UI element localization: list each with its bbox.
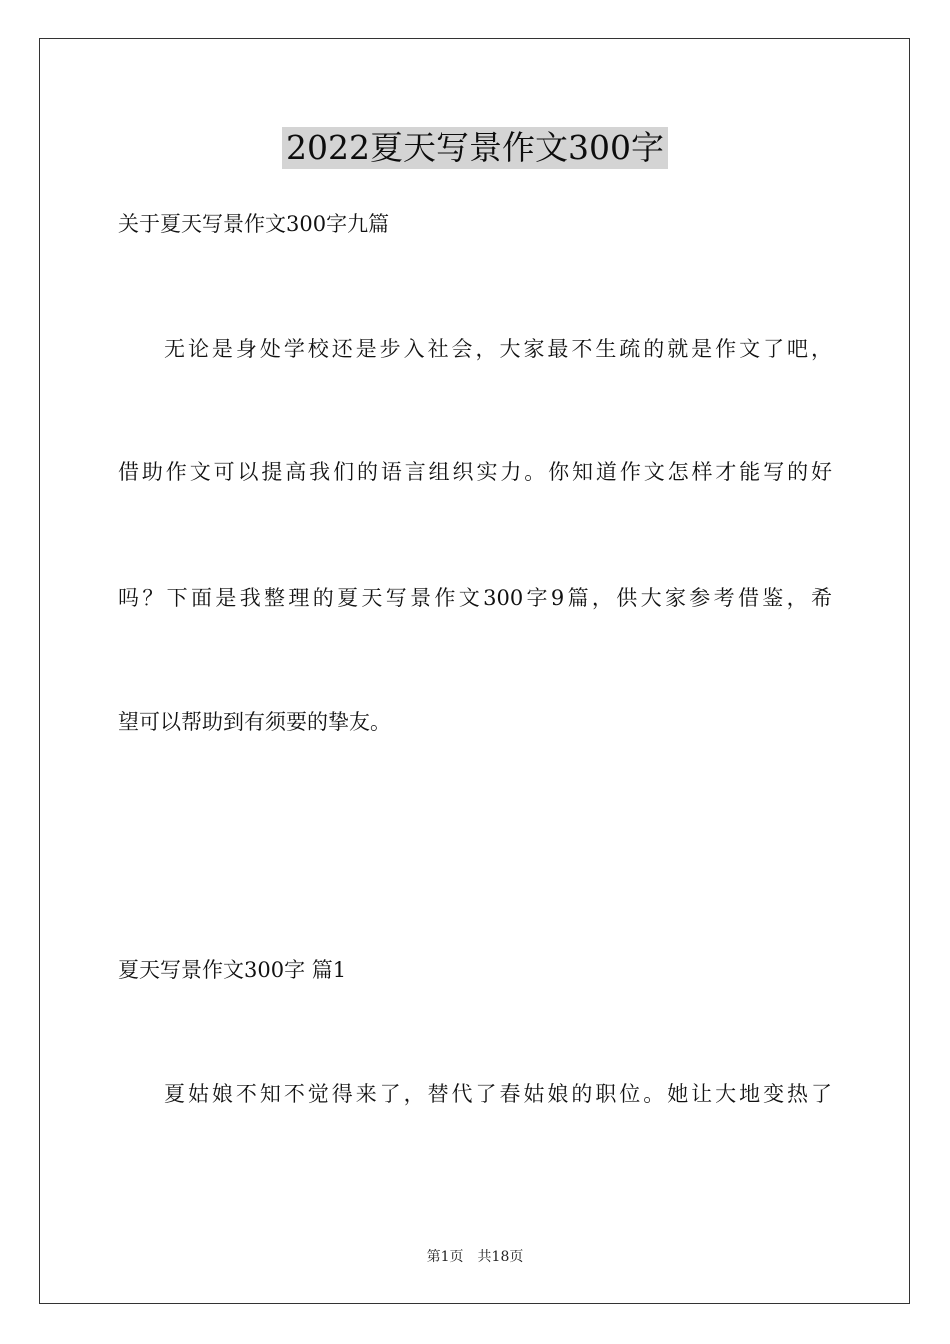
section-paragraph-line-1: 夏姑娘不知不觉得来了，替代了春姑娘的职位。她让大地变热了: [164, 1082, 832, 1106]
document-subtitle: 关于夏天写景作文300字九篇: [118, 212, 390, 236]
intro-paragraph-line-1: 无论是身处学校还是步入社会，大家最不生疏的就是作文了吧，: [164, 337, 832, 361]
title-container: [0, 127, 950, 169]
intro-paragraph-line-3: 吗？下面是我整理的夏天写景作文300字9篇，供大家参考借鉴，希: [118, 586, 832, 610]
page-number-total: 共18页: [477, 1249, 524, 1265]
intro-paragraph-line-2: 借助作文可以提高我们的语言组织实力。你知道作文怎样才能写的好: [118, 460, 832, 484]
page-footer: [0, 1248, 950, 1266]
section-heading: 夏天写景作文300字 篇1: [118, 958, 347, 982]
document-title: 2022夏天写景作文300字: [282, 127, 668, 169]
page-number-current: 第1页: [426, 1249, 464, 1265]
intro-paragraph-line-4: 望可以帮助到有须要的挚友。: [118, 710, 391, 734]
